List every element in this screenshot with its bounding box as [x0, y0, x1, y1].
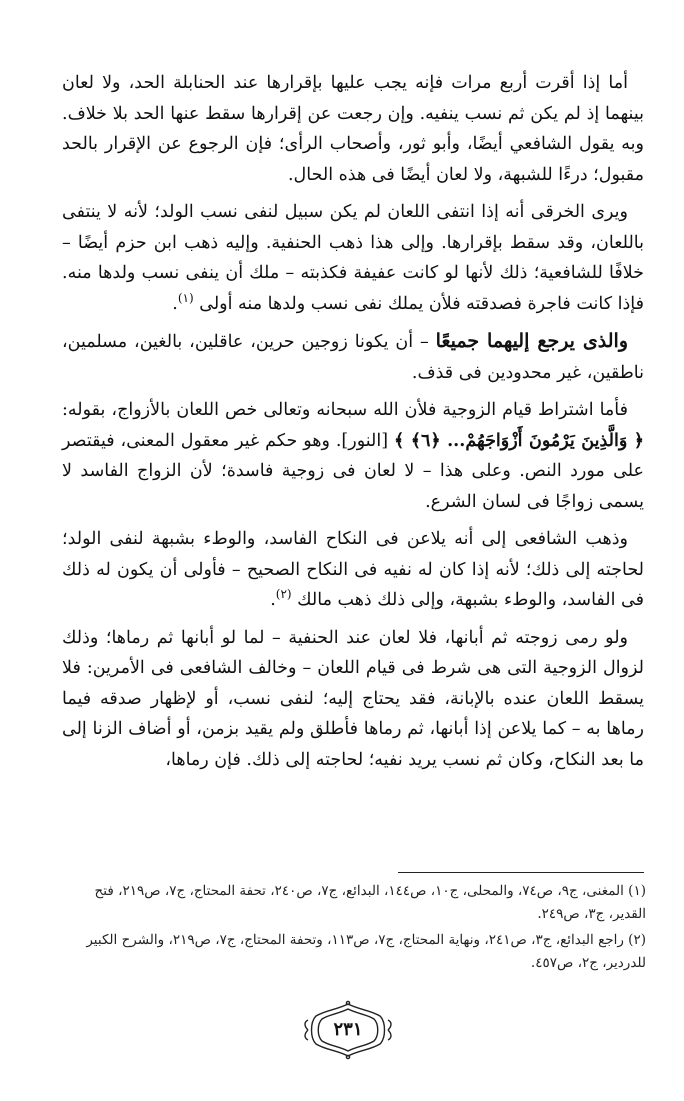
main-text [62, 68, 644, 782]
paragraph-5-text: وذهب الشافعى إلى أنه يلاعن فى النكاح الفاسد، والوطء بشبهة لنفى الولد؛ لحاجته إلى ذلك؛ لأنه إذا كان له نفيه فى النكاح الصحيح – فأولى أن يكون له ذلك فى الفاسد، والوطء بشبهة، وإلى ذلك ذهب مالك [62, 529, 644, 610]
footnotes [56, 880, 646, 978]
paragraph-6 [62, 623, 644, 776]
paragraph-1 [62, 68, 644, 190]
paragraph-3-heading: والذى يرجع إليهما جميعًا [435, 330, 629, 352]
paragraph-6-text: ولو رمى زوجته ثم أبانها، فلا لعان عند الحنفية – لما لو أبانها ثم رماها؛ وذلك لزوال الزوجية التى هى شرط فى قيام اللعان – وخالف الشافعى فى الأمرين: فلا يسقط اللعان عنده بالإبانة، فقد يحتاج إليه؛ لنفى نسب، أو لإظهار صدقه فيما رماها به – كما يلاعن إذا أبانها، ثم رماها فأطلق ولم يقيد بزمن، أو أضاف الزنا إلى ما بعد النكاح، وكان ثم نسب يريد نفيه؛ لحاجته إلى ذلك. فإن رماها، [62, 627, 644, 770]
quran-verse: ﴿ وَالَّذِينَ يَرْمُونَ أَزْوَاجَهُمْ... ﴿٦﴾ ﴾ [393, 430, 644, 451]
paragraph-4-text: [النور]. وهو حكم غير معقول المعنى، فيقتصر على مورد النص. وعلى هذا – لا لعان فى زوجية فاسدة؛ لأن الزواج الفاسد لا يسمى زواجًا فى لسان الشرع. [62, 430, 644, 512]
paragraph-2-text: ويرى الخرقى أنه إذا انتفى اللعان لم يكن سبيل لنفى نسب الولد؛ لأنه لا ينتفى باللعان، وقد سقط بإقرارها. وإلى هذا ذهب الحنفية. وإليه ذهب ابن حزم أيضًا – خلافًا للشافعية؛ ذلك لأنها لو كانت عفيفة فكذبته – ملك أن ينفى نسب ولدها منه. فإذا كانت فاجرة فصدقته فلأن يملك نفى نسب ولدها منه أولى [62, 202, 644, 314]
footnote-ref-2: (٢) [275, 587, 292, 602]
paragraph-5: وذهب الشافعى إلى أنه يلاعن فى النكاح الفاسد، والوطء بشبهة لنفى الولد؛ لحاجته إلى ذلك؛ لأنه إذا كان له نفيه فى النكاح الصحيح – فأولى أن يكون له ذلك فى الفاسد، والوطء بشبهة، وإلى ذلك ذهب مالك $^{(٢)}$. [62, 529, 644, 610]
paragraph-4 [62, 395, 644, 517]
footnote-divider [398, 872, 644, 873]
page-number: ٢٣١ [333, 1019, 363, 1040]
paragraph-2: ويرى الخرقى أنه إذا انتفى اللعان لم يكن سبيل لنفى نسب الولد؛ لأنه لا ينتفى باللعان، وقد سقط بإقرارها. وإلى هذا ذهب الحنفية. وإليه ذهب ابن حزم أيضًا – خلافًا للشافعية؛ ذلك لأنها لو كانت عفيفة فكذبته – ملك أن ينفى نسب ولدها منه. فإذا كانت فاجرة فصدقته فلأن يملك نفى نسب ولدها منه أولى $^{(١)}$. [62, 202, 644, 314]
paragraph-4-intro: فأما اشتراط قيام الزوجية فلأن الله سبحانه وتعالى خص اللعان بالأزواج، بقوله: [62, 400, 628, 420]
paragraph-3 [62, 326, 644, 388]
paragraph-3-text: – أن يكونا زوجين حرين، عاقلين، بالغين، مسلمين، ناطقين، غير محدودين فى قذف. [62, 332, 644, 383]
footnote-2: (٢) راجع البدائع، ج٣، ص٢٤١، ونهاية المحتاج، ج٧، ص١١٣، وتحفة المحتاج، ج٧، ص٢١٩، والشرح الكبير للدردير، ج٢، ص٤٥٧. [86, 932, 646, 971]
footnote-1: (١) المغنى، ج٩، ص٧٤، والمحلى، ج١٠، ص١٤٤، البدائع، ج٧، ص٢٤٠، تحفة المحتاج، ج٧، ص٢١٩، فتح القدير، ج٣، ص٢٤٩. [94, 883, 646, 922]
footnote-ref-1: (١) [177, 290, 194, 305]
paragraph-1-text: أما إذا أقرت أربع مرات فإنه يجب عليها بإقرارها عند الحنابلة الحد، ولا لعان بينهما إذ لم يكن ثم نسب ينفيه. وإن رجعت عن إقرارها سقط عنها الحد بلا خلاف. وبه يقول الشافعي أيضًا، وأبو ثور، وأصحاب الرأى؛ فإن الرجوع عن الإقرار بالحد مقبول؛ درءًا للشبهة، ولا لعان أيضًا فى هذه الحال. [62, 73, 644, 185]
